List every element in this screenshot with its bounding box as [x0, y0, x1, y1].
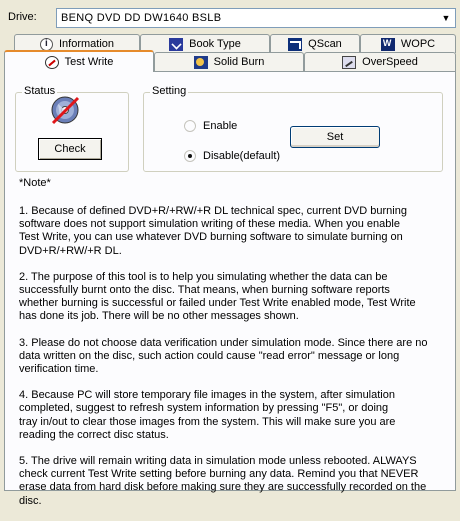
- disable-option[interactable]: [184, 150, 280, 162]
- disable-radio[interactable]: [184, 150, 196, 162]
- enable-label: Enable: [203, 120, 238, 132]
- tab-overspeed-label: OverSpeed: [362, 56, 418, 68]
- note-item: 2. The purpose of this tool is to help you simulating whether the data can be successfully burnt onto the disc. That means, when burning software reports whether burning is successful or failed under Test Write enabled mode, Test Write has done its job. There will be no other messages shown.: [19, 270, 416, 323]
- disc-disabled-icon: [49, 94, 81, 126]
- drive-label: Drive:: [8, 11, 37, 23]
- tab-solid-burn-label: Solid Burn: [213, 56, 265, 68]
- info-icon: [40, 38, 53, 51]
- tab-information-label: Information: [58, 38, 115, 50]
- note-item: 5. The drive will remain writing data in simulation mode unless rebooted. ALWAYS check current Test Write setting before burning any data. Remind you that NEVER erase data from hard disk before making sure they are successfully recorded on the disc.: [19, 455, 427, 507]
- enable-radio[interactable]: [184, 120, 196, 132]
- tab-wopc-label: WOPC: [400, 38, 436, 50]
- enable-option[interactable]: [184, 120, 237, 132]
- note-list: [19, 205, 439, 521]
- disable-label: Disable(default): [203, 150, 281, 162]
- tab-solid-burn[interactable]: [154, 52, 304, 71]
- book-type-icon: [169, 38, 183, 51]
- note-item: 3. Please do not choose data verification under simulation mode. Since there are no data written on the disc, such action could cause "read error" message or long verification time.: [19, 336, 428, 376]
- status-group-title: Status: [24, 85, 56, 97]
- test-write-icon: [45, 56, 59, 69]
- tab-wopc[interactable]: [360, 34, 456, 53]
- drive-select-value: BENQ DVD DD DW1640 BSLB: [61, 12, 222, 24]
- drive-select[interactable]: [56, 8, 456, 28]
- chevron-down-icon[interactable]: ▼: [441, 13, 451, 23]
- tab-book-type[interactable]: [140, 34, 270, 53]
- note-item: 1. Because of defined DVD+R/+RW/+R DL technical spec, current DVD burning software does not support simulation writing of these media. When you enable Test Write, you can use whatever DVD burning software to simulate burning on DVD+R/+RW/+R DL.: [19, 205, 407, 257]
- note-title: *Note*: [19, 177, 51, 189]
- check-button[interactable]: Check: [38, 138, 102, 160]
- tab-book-type-label: Book Type: [189, 38, 241, 50]
- solid-burn-icon: [194, 56, 208, 69]
- test-write-panel: [4, 71, 456, 507]
- tab-overspeed[interactable]: [304, 52, 456, 71]
- set-button[interactable]: Set: [290, 126, 380, 148]
- setting-group-title: Setting: [152, 85, 187, 97]
- tab-test-write[interactable]: [4, 50, 154, 72]
- drive-row: [4, 8, 456, 28]
- qscan-icon: [288, 38, 302, 51]
- note-item: 4. Because PC will store temporary file images in the system, after simulation completed, suggest to refresh system information by pressing "F5", or doing tray in/out to clear those images from the system. This will make sure you are reading the correct disc status.: [19, 389, 396, 441]
- setting-group: [143, 85, 443, 172]
- overspeed-icon: [342, 56, 356, 69]
- tab-qscan[interactable]: [270, 34, 360, 53]
- tab-test-write-label: Test Write: [64, 56, 114, 68]
- wopc-icon: [381, 38, 395, 51]
- tab-qscan-label: QScan: [308, 38, 342, 50]
